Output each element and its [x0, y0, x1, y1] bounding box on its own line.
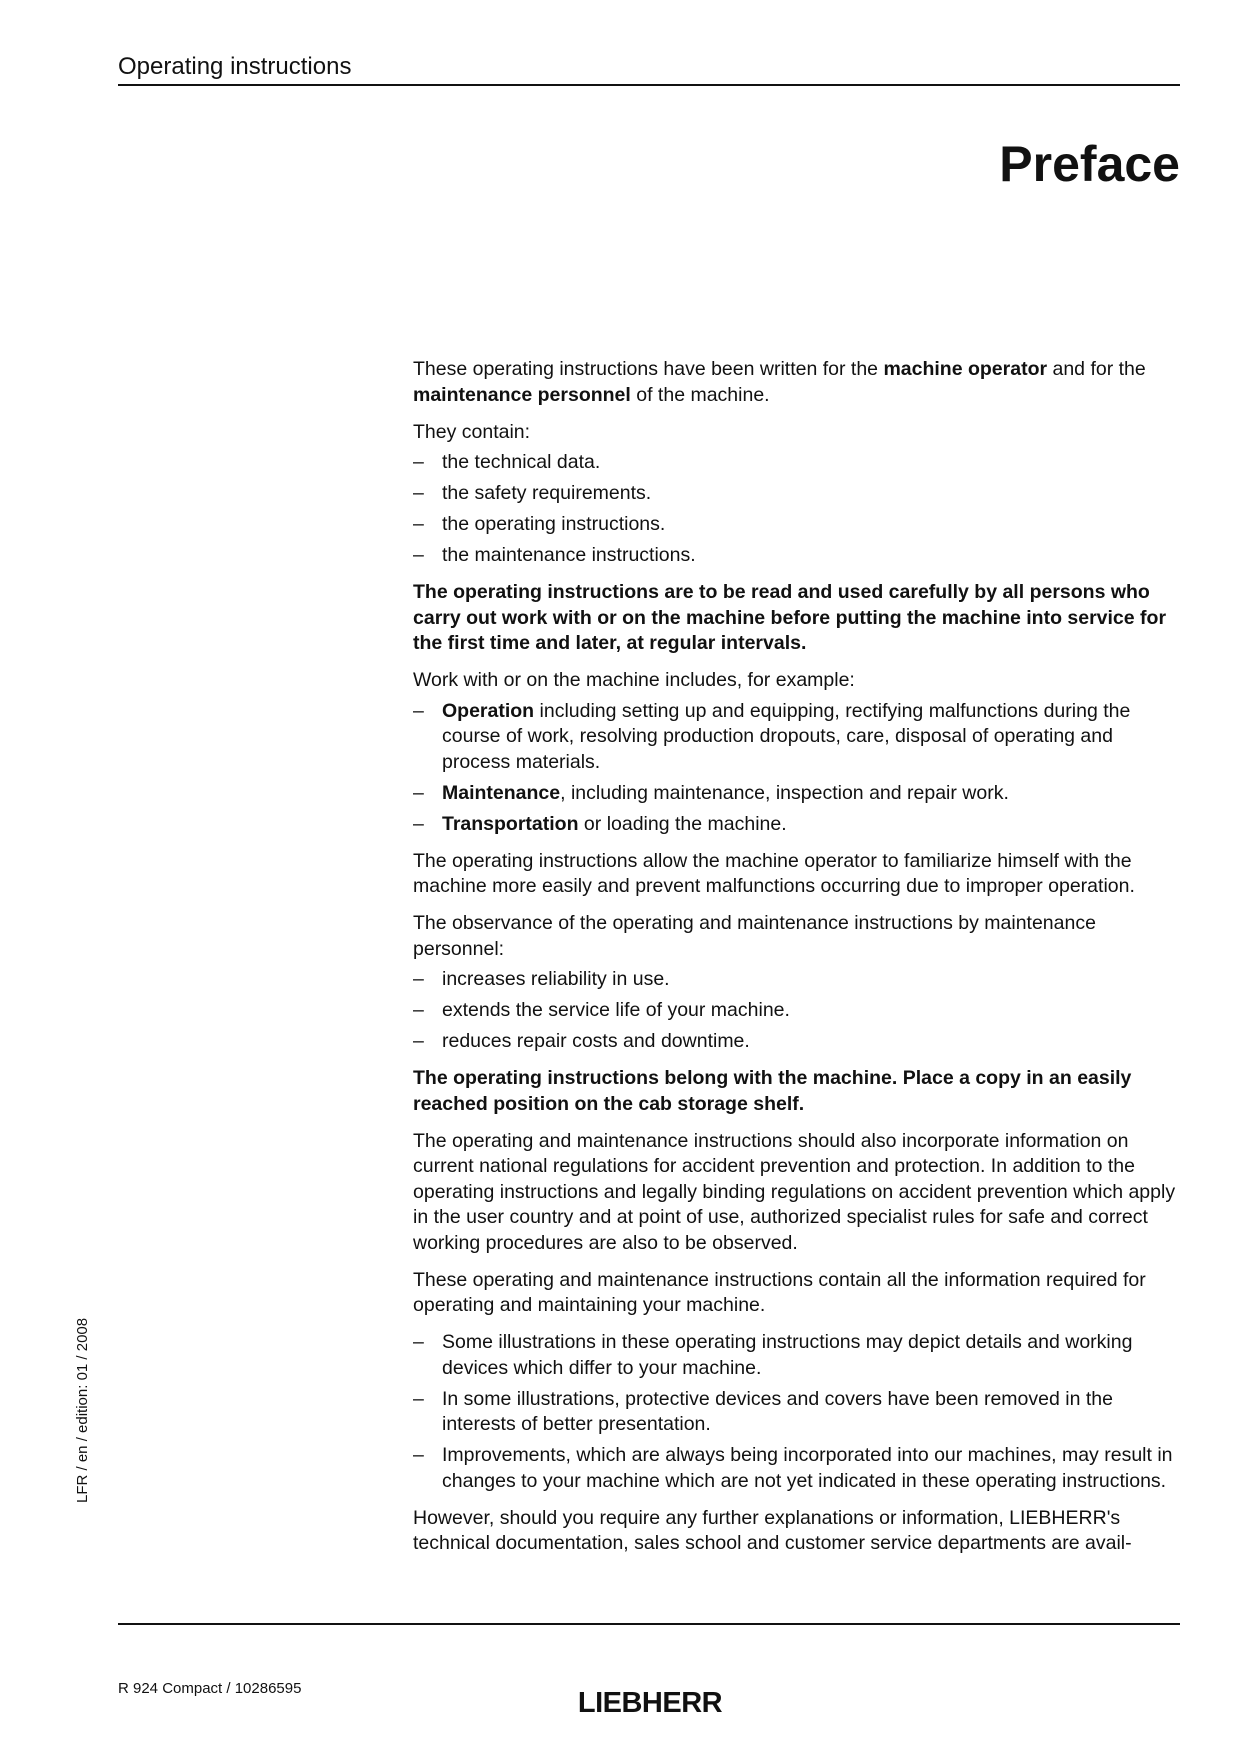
footer-rule [118, 1623, 1180, 1625]
notes-list [413, 1330, 1183, 1494]
storage-notice: The operating instructions belong with the machine. Place a copy in an easily reached position on the cab storage shelf. [413, 1067, 1132, 1115]
observance-paragraph: The observance of the operating and maintenance instructions by maintenance personnel: [413, 912, 1096, 960]
document-id: R 924 Compact / 10286595 [118, 1680, 302, 1697]
list-item: – the safety requirements. [413, 482, 652, 504]
read-notice: The operating instructions are to be read and used carefully by all persons who carry out work with or on the machine before putting the machine into service for the first time and later, at regular intervals. [413, 581, 1167, 654]
final-paragraph: However, should you require any further explanations or information, LIEBHERR's technical documentation, sales school and customer service departments are avail- [413, 1506, 1132, 1554]
edition-text: LFR / en / edition: 01 / 2008 [74, 1317, 91, 1503]
list-item: – the technical data. [413, 451, 601, 473]
header-rule [118, 84, 1180, 86]
list-item: – extends the service life of your machine. [413, 999, 790, 1021]
intro-paragraph: These operating instructions have been written for the machine operator and for the maintenance personnel of the machine. [413, 358, 1146, 406]
observance-list [413, 967, 1183, 1055]
preface-body [413, 357, 1183, 1568]
contents-list [413, 450, 1183, 569]
list-item: – Operation including setting up and equipping, rectifying malfunctions during the course of work, resolving production dropouts, care, disposal of operating and process materials. [413, 699, 1131, 773]
list-item: – Improvements, which are always being incorporated into our machines, may result in changes to your machine which are not yet indicated in these operating instructions. [413, 1444, 1173, 1492]
liebherr-logo [554, 1688, 746, 1716]
work-list [413, 699, 1183, 838]
information-paragraph: These operating and maintenance instructions contain all the information required for operating and maintaining your machine. [413, 1268, 1146, 1316]
regulations-paragraph: The operating and maintenance instructions should also incorporate information on current national regulations for accident prevention and protection. In addition to the operating instructions and legally binding regulations on accident prevention which apply in the user country and at point of use, authorized specialist rules for safe and correct working procedures are also to be observed. [413, 1129, 1176, 1254]
list-item: – Some illustrations in these operating instructions may depict details and working devices which differ to your machine. [413, 1331, 1133, 1379]
work-intro: Work with or on the machine includes, for example: [413, 669, 855, 691]
header-section-title: Operating instructions [118, 53, 352, 80]
contents-intro: They contain: [413, 420, 531, 443]
list-item: – the maintenance instructions. [413, 544, 696, 566]
logo-wordmark: LIEBHERR [577, 1688, 723, 1716]
list-item: – the operating instructions. [413, 513, 666, 535]
list-item: – Maintenance, including maintenance, inspection and repair work. [413, 781, 1009, 804]
list-item: – reduces repair costs and downtime. [413, 1030, 750, 1052]
page-title: Preface [999, 136, 1180, 192]
list-item: – Transportation or loading the machine. [413, 812, 787, 835]
list-item: – increases reliability in use. [413, 968, 670, 990]
familiarize-paragraph: The operating instructions allow the machine operator to familiarize himself with the machine more easily and prevent malfunctions occurring due to improper operation. [413, 849, 1135, 897]
list-item: – In some illustrations, protective devices and covers have been removed in the interests of better presentation. [413, 1387, 1113, 1435]
